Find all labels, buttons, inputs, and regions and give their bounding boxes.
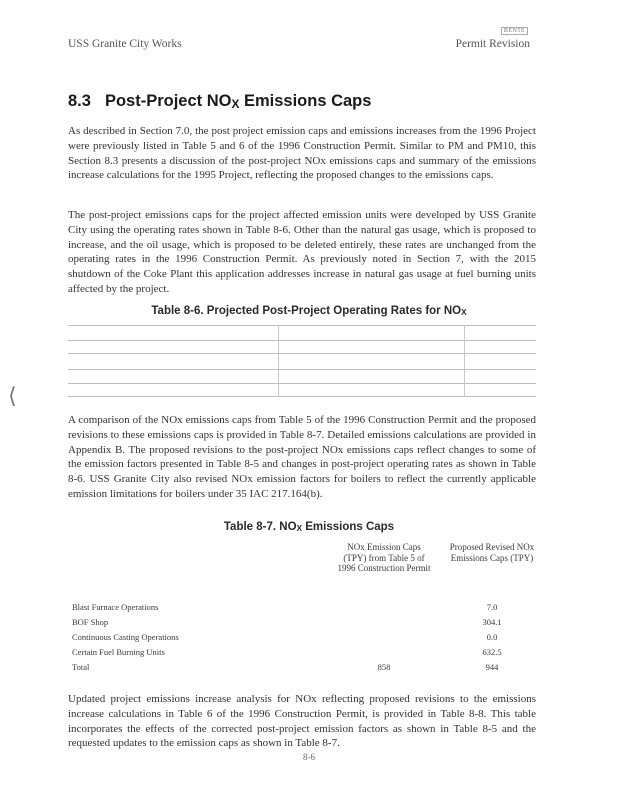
section-number: 8.3 xyxy=(68,92,91,110)
table-8-6-title xyxy=(0,305,618,317)
header-left-title: USS Granite City Works xyxy=(68,38,182,50)
table-8-6-rule xyxy=(68,340,536,341)
paragraph-intro: As described in Section 7.0, the post project emission caps and emissions increases from the 1996 Project were previously listed in Table 5 and 6 of the 1996 Construction Permit. Similar to PM and PM10, this Section 8.3 presents a discussion of the post-project NOx emissions caps and summary of the emissions increase calculations for the 1995 Project, reflecting the proposed changes to the emissions caps. xyxy=(68,125,536,182)
table-8-7-column-header-proposed: Proposed Revised NOx Emissions Caps (TPY) xyxy=(449,542,535,563)
table-8-6-faded-grid xyxy=(68,325,536,397)
table-8-7-column-header-current: NOx Emission Caps (TPY) from Table 5 of 1996 Construction Permit xyxy=(337,542,431,574)
table-8-6-title-subscript: X xyxy=(461,308,467,318)
row-label: Total xyxy=(72,662,90,672)
table-8-6-column-rule xyxy=(278,325,279,397)
row-proposed-cap: 7.0 xyxy=(486,602,498,612)
paragraph-emissions-increase: Updated project emissions increase analysis for NOx reflecting proposed revisions to the emissions increase calculations in Table 6 of the 1996 Construction Permit, is provided in Table 8-8. This table incorporates the effects of the corrected post-project emission factors as shown in Table 8-5 and the requested updates to the emission caps as shown in Table 8-7. xyxy=(68,693,536,750)
table-8-7-title-subscript: X xyxy=(296,524,303,534)
row-label: BOF Shop xyxy=(72,617,109,627)
section-title xyxy=(68,92,371,111)
table-8-6-column-rule xyxy=(464,325,465,397)
header-stamp: BEN5E xyxy=(501,27,528,35)
table-8-6-rule xyxy=(68,325,536,326)
row-proposed-cap: 632.5 xyxy=(482,647,502,657)
paragraph-comparison: A comparison of the NOx emissions caps from Table 5 of the 1996 Construction Permit and the proposed revisions to these emissions caps is provided in Table 8-7. Detailed emissions calculations are provided in Appendix B. The proposed revisions to the post-project NOx emissions caps reflect changes to some of the emission factors presented in Table 8-5 and changes in post-project operating rates as shown in Table 8-6. USS Granite City also revised NOx emission factors for boilers to reflect the currently applicable emission limitations for boilers under 35 IAC 217.164(b). xyxy=(68,414,536,500)
table-row xyxy=(68,632,538,646)
page-number: 8-6 xyxy=(303,752,315,762)
table-8-6-rule xyxy=(68,383,536,384)
table-8-6-rule xyxy=(68,353,536,354)
section-title-text: Post-Project NO xyxy=(104,92,232,110)
margin-bracket-mark: ⟨ xyxy=(8,384,17,409)
table-8-6-title-text: Table 8-6. Projected Post-Project Operating Rates for NO xyxy=(151,305,462,317)
row-current-cap: 858 xyxy=(377,662,391,672)
table-8-6-rule xyxy=(68,369,536,370)
section-title-subscript: X xyxy=(231,96,240,111)
row-label: Continuous Casting Operations xyxy=(72,632,179,642)
table-row-total xyxy=(68,662,538,676)
table-8-7-title-text: Table 8-7. NO xyxy=(223,521,297,533)
row-label: Certain Fuel Burning Units xyxy=(72,647,165,657)
section-title-suffix: Emissions Caps xyxy=(239,92,372,110)
paragraph-operating-rates: The post-project emissions caps for the project affected emission units were developed by USS Granite City using the operating rates shown in Table 8-6. Other than the natural gas usage, which is proposed to increase, and the oil usage, which is proposed to be deleted entirely, these rates are unchanged from the operating rates in the 1996 Construction Permit. As previously noted in Section 7, with the 2015 shutdown of the Coke Plant this application addresses increase in natural gas usage at fuel burning units affected by the project. xyxy=(68,209,536,295)
table-8-7-title-suffix: Emissions Caps xyxy=(302,521,395,533)
row-proposed-cap: 944 xyxy=(485,662,499,672)
table-8-7-title xyxy=(0,521,618,533)
table-row xyxy=(68,617,538,631)
table-8-6-rule xyxy=(68,396,536,397)
header-right-title: Permit Revision xyxy=(455,38,530,50)
table-row xyxy=(68,647,538,661)
table-row xyxy=(68,602,538,616)
row-proposed-cap: 0.0 xyxy=(486,632,498,642)
row-label: Blast Furnace Operations xyxy=(72,602,159,612)
row-proposed-cap: 304.1 xyxy=(482,617,502,627)
